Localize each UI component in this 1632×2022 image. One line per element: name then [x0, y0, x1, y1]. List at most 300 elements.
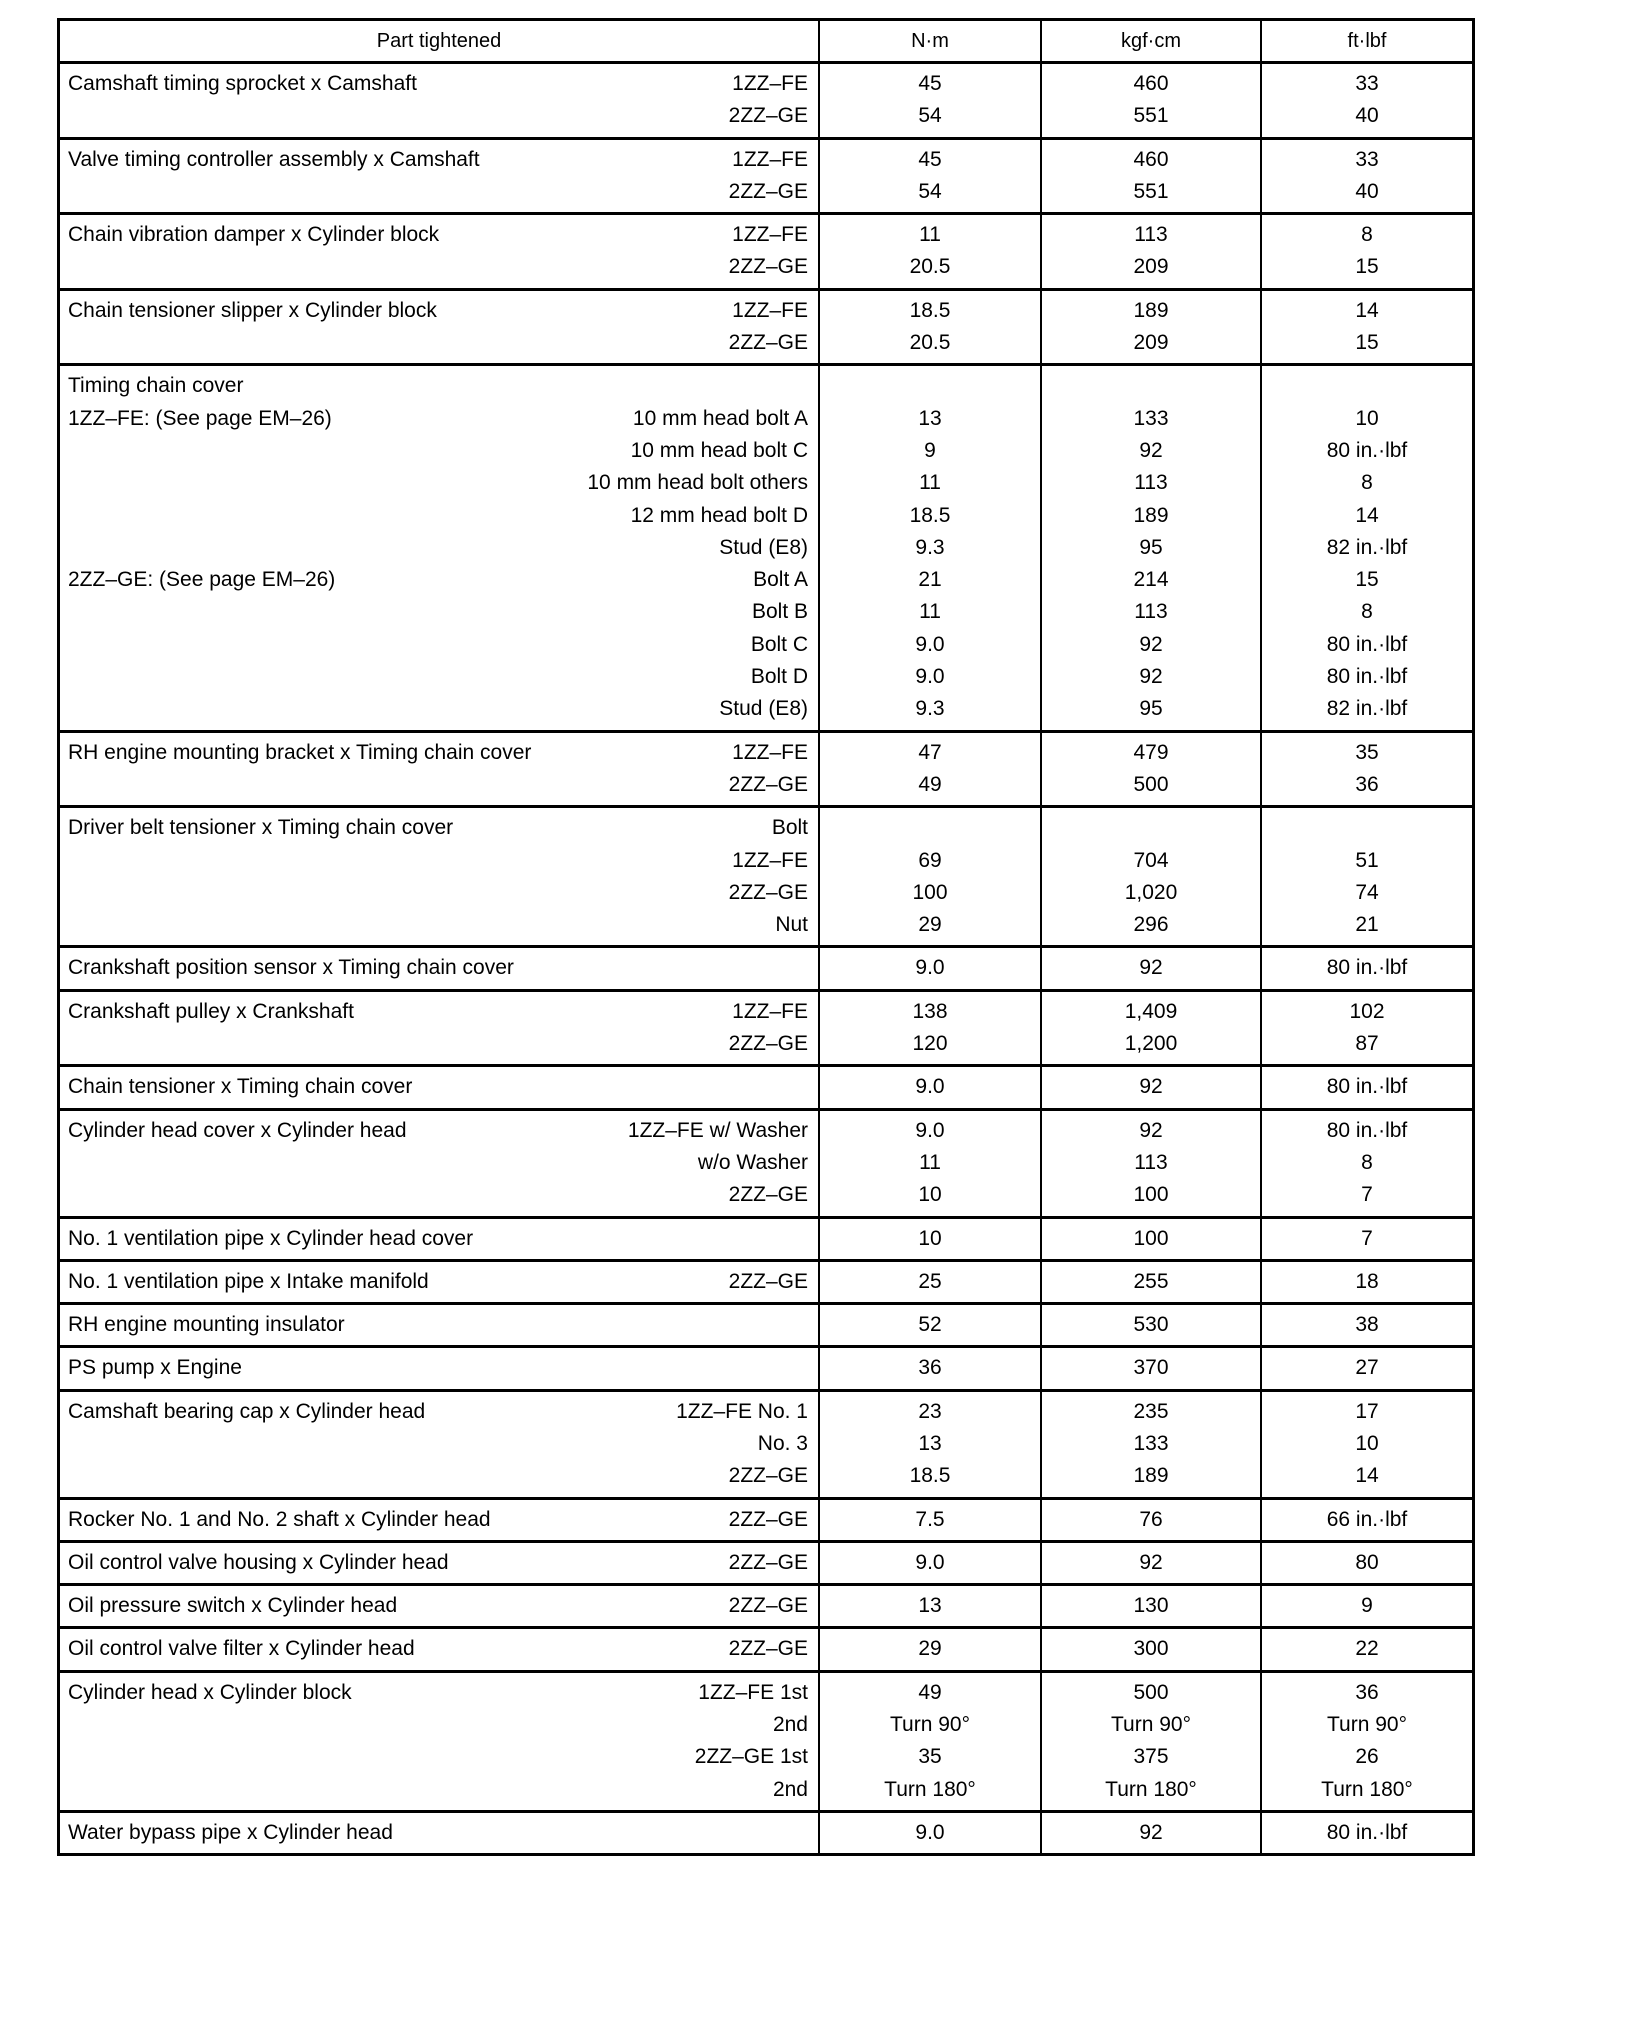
part-variant: 1ZZ–FE No. 1	[676, 1399, 808, 1423]
ft-lbf-cell	[1262, 1262, 1472, 1302]
nm-cell	[820, 1500, 1042, 1540]
nm-value: 13	[918, 1431, 942, 1455]
nm-value: 13	[918, 406, 942, 430]
kgf-cm-value: 1,409	[1124, 999, 1178, 1023]
kgf-cm-value: 460	[1133, 72, 1169, 95]
part-name: Crankshaft pulley x Crankshaft	[68, 999, 354, 1023]
ft-lbf-value: 82 in.·lbf	[1326, 697, 1408, 721]
kgf-cm-cell	[1042, 1813, 1262, 1853]
kgf-cm-value: 92	[1139, 1820, 1163, 1844]
ft-lbf-value: 80 in.·lbf	[1326, 1118, 1408, 1142]
header-kgf-cm: kgf·cm	[1042, 21, 1262, 61]
nm-cell	[820, 1348, 1042, 1388]
kgf-cm-value: 500	[1133, 772, 1169, 796]
nm-value: 10	[918, 1183, 942, 1207]
ft-lbf-cell	[1262, 1067, 1472, 1107]
part-name: Oil control valve filter x Cylinder head	[68, 1637, 415, 1661]
part-name: RH engine mounting insulator	[68, 1313, 345, 1337]
nm-cell	[820, 808, 1042, 945]
kgf-cm-value: 95	[1139, 697, 1163, 721]
part-cell	[60, 1392, 820, 1497]
ft-lbf-value: 33	[1355, 72, 1379, 95]
nm-value: 11	[919, 471, 941, 495]
part-name: Timing chain cover	[68, 374, 244, 398]
ft-lbf-value: Turn 90°	[1327, 1713, 1407, 1737]
table-section-row	[60, 1543, 1472, 1586]
nm-value: 9.0	[915, 1118, 945, 1142]
nm-value: 9.0	[915, 665, 945, 689]
nm-cell	[820, 366, 1042, 729]
kgf-cm-cell	[1042, 808, 1262, 945]
ft-lbf-value: 36	[1355, 1680, 1379, 1704]
kgf-cm-value: 300	[1133, 1637, 1169, 1661]
kgf-cm-cell	[1042, 992, 1262, 1065]
part-variant: 1ZZ–FE	[732, 848, 808, 872]
ft-lbf-value: 82 in.·lbf	[1326, 535, 1408, 559]
ft-lbf-cell	[1262, 1543, 1472, 1583]
nm-value: 9	[924, 438, 936, 462]
ft-lbf-value: 8	[1361, 223, 1373, 247]
part-variant: Stud (E8)	[719, 697, 808, 721]
ft-lbf-value: 14	[1355, 1464, 1379, 1488]
table-section-row	[60, 1392, 1472, 1500]
kgf-cm-value: 500	[1133, 1680, 1169, 1704]
ft-lbf-value: 8	[1361, 600, 1373, 624]
kgf-cm-value: 189	[1133, 298, 1169, 322]
part-variant: Stud (E8)	[719, 535, 808, 559]
kgf-cm-value: 189	[1133, 503, 1169, 527]
nm-cell	[820, 215, 1042, 288]
header-ft-lbf: ft·lbf	[1347, 30, 1387, 52]
nm-cell	[820, 1392, 1042, 1497]
nm-value: 29	[918, 913, 942, 937]
part-variant: 2ZZ–GE	[728, 179, 808, 203]
part-variant: 2ZZ–GE 1st	[694, 1745, 808, 1769]
part-name: Chain vibration damper x Cylinder block	[68, 223, 440, 247]
nm-value: 11	[919, 1150, 941, 1174]
part-variant: 1ZZ–FE	[732, 72, 808, 95]
part-variant: Bolt B	[751, 600, 808, 624]
kgf-cm-value: 1,020	[1124, 880, 1178, 904]
kgf-cm-value: 130	[1133, 1594, 1169, 1618]
ft-lbf-value: 74	[1355, 880, 1379, 904]
part-name: RH engine mounting bracket x Timing chain cover	[68, 740, 532, 764]
ft-lbf-value: 7	[1361, 1183, 1373, 1207]
kgf-cm-value: Turn 180°	[1105, 1777, 1197, 1801]
part-variant: 2ZZ–GE	[728, 255, 808, 279]
part-note: 1ZZ–FE: (See page EM–26)	[68, 406, 332, 430]
ft-lbf-value: 10	[1355, 406, 1379, 430]
ft-lbf-cell	[1262, 1305, 1472, 1345]
table-section-row	[60, 808, 1472, 948]
nm-cell	[820, 64, 1042, 137]
nm-cell	[820, 992, 1042, 1065]
table-header-row	[60, 21, 1472, 64]
part-cell	[60, 1219, 820, 1259]
nm-value: 25	[918, 1269, 942, 1293]
nm-cell	[820, 140, 1042, 213]
part-variant: Bolt D	[750, 665, 808, 689]
part-variant: 2ZZ–GE	[728, 772, 808, 796]
kgf-cm-value	[1042, 812, 1260, 844]
ft-lbf-value: 36	[1355, 772, 1379, 796]
part-name: Driver belt tensioner x Timing chain cover	[68, 816, 454, 840]
kgf-cm-value: 100	[1133, 1183, 1169, 1207]
ft-lbf-cell	[1262, 1348, 1472, 1388]
kgf-cm-value: 92	[1139, 665, 1163, 689]
kgf-cm-cell	[1042, 1543, 1262, 1583]
kgf-cm-value: 92	[1139, 956, 1163, 980]
kgf-cm-value: 704	[1133, 848, 1169, 872]
part-variant: 1ZZ–FE	[732, 147, 808, 171]
ft-lbf-cell	[1262, 1111, 1472, 1216]
nm-value: 47	[918, 740, 942, 764]
nm-value: 49	[918, 1680, 942, 1704]
kgf-cm-cell	[1042, 1262, 1262, 1302]
ft-lbf-cell	[1262, 1673, 1472, 1810]
part-name: Oil pressure switch x Cylinder head	[68, 1594, 398, 1618]
nm-cell	[820, 1305, 1042, 1345]
kgf-cm-value: 370	[1133, 1356, 1169, 1380]
table-section-row	[60, 1305, 1472, 1348]
kgf-cm-value: 375	[1133, 1745, 1169, 1769]
ft-lbf-value: 18	[1355, 1269, 1379, 1293]
part-name: Oil control valve housing x Cylinder head	[68, 1550, 449, 1574]
part-cell	[60, 1813, 820, 1853]
ft-lbf-value: 15	[1355, 331, 1379, 355]
nm-value: 20.5	[909, 255, 951, 279]
table-section-row	[60, 366, 1472, 732]
nm-value: 49	[918, 772, 942, 796]
table-section-row	[60, 1348, 1472, 1391]
part-cell	[60, 808, 820, 945]
nm-value: 54	[918, 179, 942, 203]
kgf-cm-value: 479	[1133, 740, 1169, 764]
table-section-row	[60, 948, 1472, 991]
kgf-cm-value: 235	[1133, 1399, 1169, 1423]
nm-value: 52	[918, 1313, 942, 1337]
nm-value: Turn 180°	[884, 1777, 976, 1801]
nm-value: 9.3	[915, 697, 945, 721]
nm-cell	[820, 1262, 1042, 1302]
nm-value: 7.5	[915, 1507, 945, 1531]
kgf-cm-value: 189	[1133, 1464, 1169, 1488]
part-variant: 1ZZ–FE	[732, 223, 808, 247]
nm-value: 138	[912, 999, 948, 1023]
nm-value: 9.0	[915, 632, 945, 656]
kgf-cm-value: 113	[1134, 1150, 1168, 1174]
kgf-cm-value: 209	[1133, 331, 1169, 355]
ft-lbf-value: 38	[1355, 1313, 1379, 1337]
ft-lbf-value: 14	[1355, 298, 1379, 322]
kgf-cm-value: 92	[1139, 1118, 1163, 1142]
part-cell	[60, 1673, 820, 1810]
kgf-cm-value: 92	[1139, 1075, 1163, 1099]
nm-cell	[820, 948, 1042, 988]
part-variant: 2ZZ–GE	[728, 1637, 808, 1661]
part-cell	[60, 1586, 820, 1626]
part-cell	[60, 215, 820, 288]
nm-value: Turn 90°	[890, 1713, 970, 1737]
ft-lbf-cell	[1262, 1629, 1472, 1669]
ft-lbf-value: 35	[1355, 740, 1379, 764]
nm-value: 36	[918, 1356, 942, 1380]
kgf-cm-cell	[1042, 1348, 1262, 1388]
table-section-row	[60, 140, 1472, 216]
nm-value: 23	[918, 1399, 942, 1423]
ft-lbf-value: 33	[1355, 147, 1379, 171]
nm-cell	[820, 1813, 1042, 1853]
nm-value: 9.3	[915, 535, 945, 559]
ft-lbf-value	[1262, 370, 1472, 402]
nm-value: 29	[918, 1637, 942, 1661]
part-variant: Bolt	[771, 816, 808, 840]
table-section-row	[60, 1813, 1472, 1853]
part-variant: 2nd	[772, 1713, 808, 1737]
part-name: Camshaft timing sprocket x Camshaft	[68, 72, 417, 95]
table-section-row	[60, 1629, 1472, 1672]
ft-lbf-cell	[1262, 1392, 1472, 1497]
nm-value: 120	[912, 1032, 948, 1056]
kgf-cm-value: 255	[1133, 1269, 1169, 1293]
kgf-cm-value: 113	[1134, 223, 1168, 247]
kgf-cm-cell	[1042, 948, 1262, 988]
part-variant: 2nd	[772, 1777, 808, 1801]
nm-cell	[820, 1673, 1042, 1810]
ft-lbf-cell	[1262, 733, 1472, 806]
ft-lbf-value: 87	[1355, 1032, 1379, 1056]
ft-lbf-value	[1262, 812, 1472, 844]
part-variant: w/o Washer	[697, 1150, 808, 1174]
kgf-cm-value: 551	[1133, 179, 1169, 203]
part-variant: 2ZZ–GE	[728, 1464, 808, 1488]
part-variant: 2ZZ–GE	[728, 1550, 808, 1574]
kgf-cm-value: 95	[1139, 535, 1163, 559]
kgf-cm-value: 113	[1134, 600, 1168, 624]
part-cell	[60, 733, 820, 806]
ft-lbf-cell	[1262, 1500, 1472, 1540]
nm-value: 69	[918, 848, 942, 872]
kgf-cm-cell	[1042, 1392, 1262, 1497]
part-name: No. 1 ventilation pipe x Intake manifold	[68, 1269, 429, 1293]
ft-lbf-cell	[1262, 291, 1472, 364]
table-section-row	[60, 1262, 1472, 1305]
part-name: Rocker No. 1 and No. 2 shaft x Cylinder head	[68, 1507, 491, 1531]
part-cell	[60, 1111, 820, 1216]
part-variant: Bolt A	[753, 568, 808, 592]
kgf-cm-value: 76	[1139, 1507, 1163, 1531]
kgf-cm-value: 133	[1133, 1431, 1169, 1455]
part-cell	[60, 291, 820, 364]
table-section-row	[60, 64, 1472, 140]
nm-value: 21	[918, 568, 942, 592]
nm-cell	[820, 1543, 1042, 1583]
nm-cell	[820, 1067, 1042, 1107]
nm-value	[820, 370, 1040, 402]
kgf-cm-value: 113	[1134, 471, 1168, 495]
table-section-row	[60, 1111, 1472, 1219]
part-name: Chain tensioner x Timing chain cover	[68, 1075, 413, 1099]
table-section-row	[60, 733, 1472, 809]
nm-value: 18.5	[909, 503, 951, 527]
nm-value: 45	[918, 72, 942, 95]
part-cell	[60, 1500, 820, 1540]
nm-cell	[820, 1586, 1042, 1626]
part-variant: Bolt C	[750, 632, 808, 656]
ft-lbf-value: 80 in.·lbf	[1326, 956, 1408, 980]
part-cell	[60, 948, 820, 988]
kgf-cm-value: 92	[1139, 438, 1163, 462]
part-variant: 1ZZ–FE w/ Washer	[627, 1118, 808, 1142]
kgf-cm-cell	[1042, 291, 1262, 364]
ft-lbf-value: Turn 180°	[1321, 1777, 1413, 1801]
kgf-cm-cell	[1042, 1673, 1262, 1810]
kgf-cm-cell	[1042, 1219, 1262, 1259]
part-variant: 2ZZ–GE	[728, 1507, 808, 1531]
nm-value: 54	[918, 104, 942, 128]
kgf-cm-value: 100	[1133, 1226, 1169, 1250]
kgf-cm-value: 133	[1133, 406, 1169, 430]
ft-lbf-value: 7	[1361, 1226, 1373, 1250]
nm-cell	[820, 733, 1042, 806]
kgf-cm-cell	[1042, 1586, 1262, 1626]
nm-value: 18.5	[909, 1464, 951, 1488]
ft-lbf-value: 66 in.·lbf	[1326, 1507, 1408, 1531]
kgf-cm-value: 214	[1133, 568, 1169, 592]
ft-lbf-cell	[1262, 808, 1472, 945]
kgf-cm-cell	[1042, 1629, 1262, 1669]
ft-lbf-value: 80 in.·lbf	[1326, 665, 1408, 689]
ft-lbf-value: 8	[1361, 471, 1373, 495]
kgf-cm-value: 209	[1133, 255, 1169, 279]
part-name: PS pump x Engine	[68, 1356, 242, 1380]
nm-value: 10	[918, 1226, 942, 1250]
ft-lbf-value: 80	[1355, 1550, 1379, 1574]
part-name: Crankshaft position sensor x Timing chain cover	[68, 956, 514, 980]
ft-lbf-value: 40	[1355, 104, 1379, 128]
nm-value: 18.5	[909, 298, 951, 322]
ft-lbf-value: 80 in.·lbf	[1326, 632, 1408, 656]
part-cell	[60, 1543, 820, 1583]
kgf-cm-cell	[1042, 140, 1262, 213]
ft-lbf-value: 80 in.·lbf	[1326, 1820, 1408, 1844]
part-name: Cylinder head cover x Cylinder head	[68, 1118, 407, 1142]
nm-value: 11	[919, 600, 941, 624]
part-cell	[60, 992, 820, 1065]
part-variant: 2ZZ–GE	[728, 104, 808, 128]
part-cell	[60, 1348, 820, 1388]
ft-lbf-value: 27	[1355, 1356, 1379, 1380]
kgf-cm-value: 530	[1133, 1313, 1169, 1337]
ft-lbf-cell	[1262, 140, 1472, 213]
part-variant: 10 mm head bolt others	[587, 471, 808, 495]
ft-lbf-value: 14	[1355, 503, 1379, 527]
part-variant: 1ZZ–FE	[732, 999, 808, 1023]
part-variant: 10 mm head bolt A	[632, 406, 808, 430]
ft-lbf-value: 17	[1355, 1399, 1379, 1423]
ft-lbf-cell	[1262, 366, 1472, 729]
part-variant: 2ZZ–GE	[728, 331, 808, 355]
part-name: No. 1 ventilation pipe x Cylinder head cover	[68, 1226, 474, 1250]
kgf-cm-value: 92	[1139, 632, 1163, 656]
nm-value: 45	[918, 147, 942, 171]
kgf-cm-value: 1,200	[1124, 1032, 1178, 1056]
nm-cell	[820, 291, 1042, 364]
nm-value: 35	[918, 1745, 942, 1769]
part-variant: 1ZZ–FE	[732, 740, 808, 764]
part-cell	[60, 1262, 820, 1302]
part-variant: 2ZZ–GE	[728, 1594, 808, 1618]
kgf-cm-cell	[1042, 1500, 1262, 1540]
nm-cell	[820, 1629, 1042, 1669]
part-variant: 2ZZ–GE	[728, 1269, 808, 1293]
part-variant: 12 mm head bolt D	[630, 503, 808, 527]
ft-lbf-value: 102	[1349, 999, 1385, 1023]
ft-lbf-value: 9	[1361, 1594, 1373, 1618]
header-nm: N·m	[820, 21, 1042, 61]
nm-value: 9.0	[915, 1820, 945, 1844]
part-variant: 1ZZ–FE 1st	[698, 1680, 808, 1704]
header-part-tightened: Part tightened	[60, 21, 820, 61]
table-section-row	[60, 1500, 1472, 1543]
kgf-cm-value	[1042, 370, 1260, 402]
part-variant: 2ZZ–GE	[728, 1032, 808, 1056]
part-name: Valve timing controller assembly x Camshaft	[68, 147, 480, 171]
table-section-row	[60, 1586, 1472, 1629]
kgf-cm-cell	[1042, 215, 1262, 288]
kgf-cm-value: 460	[1133, 147, 1169, 171]
ft-lbf-value: 80 in.·lbf	[1326, 438, 1408, 462]
ft-lbf-value: 21	[1355, 913, 1379, 937]
ft-lbf-cell	[1262, 948, 1472, 988]
part-cell	[60, 1305, 820, 1345]
kgf-cm-value: 296	[1133, 913, 1169, 937]
part-variant: 10 mm head bolt C	[630, 438, 808, 462]
part-cell	[60, 366, 820, 729]
kgf-cm-value: 551	[1133, 104, 1169, 128]
kgf-cm-cell	[1042, 1067, 1262, 1107]
part-variant: No. 3	[757, 1431, 808, 1455]
kgf-cm-cell	[1042, 1305, 1262, 1345]
ft-lbf-value: 51	[1355, 848, 1379, 872]
nm-value: 11	[919, 223, 941, 247]
ft-lbf-value: 15	[1355, 568, 1379, 592]
ft-lbf-value: 22	[1355, 1637, 1379, 1661]
nm-cell	[820, 1111, 1042, 1216]
ft-lbf-value: 8	[1361, 1150, 1373, 1174]
part-name: Camshaft bearing cap x Cylinder head	[68, 1399, 426, 1423]
part-name: Chain tensioner slipper x Cylinder block	[68, 298, 437, 322]
torque-spec-table	[57, 18, 1475, 1856]
ft-lbf-value: 40	[1355, 179, 1379, 203]
ft-lbf-cell	[1262, 1813, 1472, 1853]
part-cell	[60, 1629, 820, 1669]
table-section-row	[60, 215, 1472, 291]
kgf-cm-cell	[1042, 733, 1262, 806]
part-cell	[60, 1067, 820, 1107]
part-name: Cylinder head x Cylinder block	[68, 1680, 352, 1704]
table-section-row	[60, 1067, 1472, 1110]
part-note: 2ZZ–GE: (See page EM–26)	[68, 568, 336, 592]
nm-value: 9.0	[915, 956, 945, 980]
nm-value	[820, 812, 1040, 844]
table-section-row	[60, 1219, 1472, 1262]
ft-lbf-cell	[1262, 64, 1472, 137]
kgf-cm-value: Turn 90°	[1111, 1713, 1191, 1737]
ft-lbf-value: 15	[1355, 255, 1379, 279]
table-section-row	[60, 992, 1472, 1068]
nm-value: 9.0	[915, 1075, 945, 1099]
